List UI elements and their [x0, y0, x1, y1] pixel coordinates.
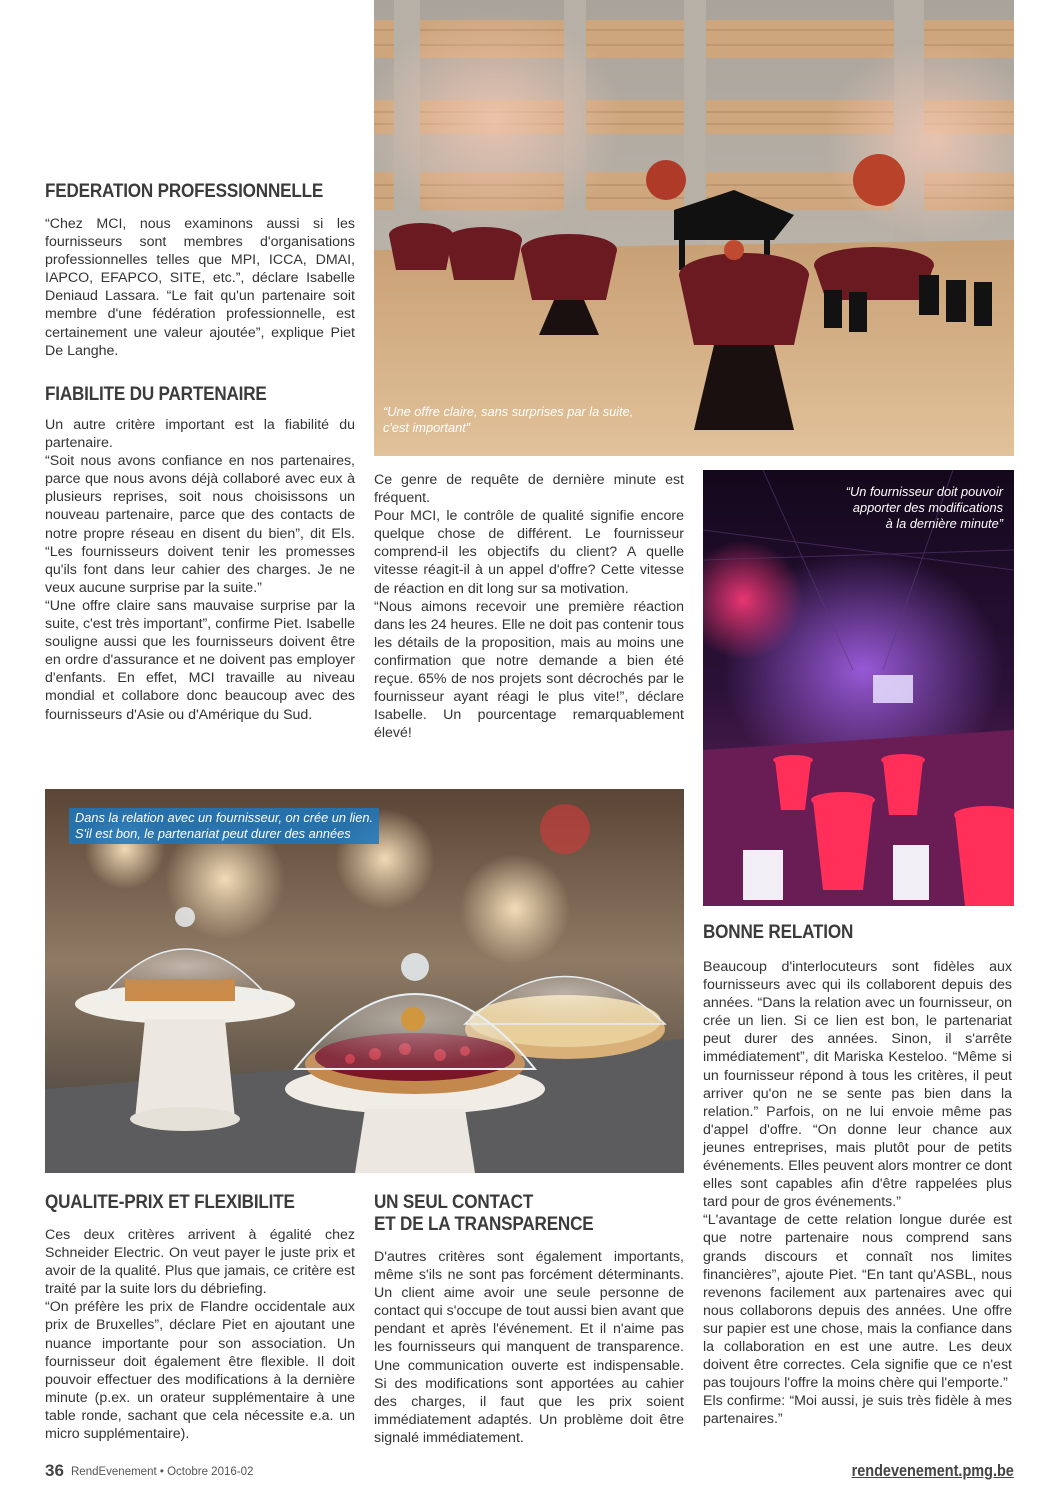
fiabilite-paragraph-3: “Une offre claire sans mauvaise surprise par la suite, c'est très important”, confirme Piet. Isabelle souligne aussi que les fournisseurs doivent être en ordre d'assurance et ne doivent pas employer d'enfants. En effet, MCI travaille au niveau mondial et collabore donc beaucoup avec des fournisseurs d'Asie ou d'Amérique du Sud. — [45, 597, 355, 723]
heading-federation: FEDERATION PROFESSIONNELLE — [45, 181, 324, 202]
heading-contact — [374, 1192, 618, 1236]
stage-caption — [823, 484, 1003, 532]
heading-fiabilite: FIABILITE DU PARTENAIRE — [45, 384, 267, 405]
stage-caption-line3: à la dernière minute” — [885, 516, 1003, 531]
footer — [45, 1459, 1014, 1485]
relation-body — [703, 958, 1012, 1428]
middle-paragraph-3: “Nous aimons recevoir une première réaction dans les 24 heures. Elle ne doit pas contenir tous les détails de la proposition, mais au moins une confirmation que notre demande a bien été reçue. 65% de nos projets sont décrochés par le fournisseur ayant réagi le plus vite!”, déclare Isabelle. Un pourcentage remarquablement élevé! — [374, 598, 684, 742]
publication-info: RendEvenement • Octobre 2016-02 — [71, 1466, 254, 1478]
website-link[interactable]: rendevenement.pmg.be — [851, 1461, 1014, 1480]
hall-photo — [374, 0, 1014, 456]
cakes-photo — [45, 789, 684, 1173]
relation-paragraph-1: Beaucoup d'interlocuteurs sont fidèles aux fournisseurs avec qui ils collaborent depuis des années. “Dans la relation avec un fournisseur, on crée un lien. Si ce lien est bon, le partenariat peut durer des années. Sinon, il s'arrête immédiatement”, dit Mariska Kesteloo. “Même si un fournisseur répond à tous les critères, il peut arriver qu'on ne se sente pas bien dans la relation.” Parfois, on ne lui envoie même pas d'appel d'offre. “On donne leur chance aux jeunes entreprises, mais plutôt pour de petits événements. Elles peuvent alors montrer ce dont elles sont capables afin d'être rappelées plus tard pour de gros événements.” — [703, 959, 1012, 1211]
cakes-caption — [69, 808, 379, 844]
heading-qualite: QUALITE-PRIX ET FLEXIBILITE — [45, 1192, 295, 1213]
middle-paragraph-2: Pour MCI, le contrôle de qualité signifie encore quelque chose de différent. Le fournisseur comprend-il les objectifs du client? A quelle vitesse réagit-il à un appel d'offre? Cette vitesse de réaction en dit long sur sa motivation. — [374, 508, 684, 597]
page-number: 36 — [45, 1461, 64, 1480]
relation-paragraph-2: “L'avantage de cette relation longue durée est que notre partenaire nous comprend sans grands discours et connaît nos limites financières”, ajoute Piet. “En tant qu'ASBL, nous revenons facilement aux partenaires avec qui nous collaborons depuis des années. Une offre sur papier est une chose, mais la confiance dans la collaboration en est une autre. Les deux doivent être correctes. Cela signifie que ce n'est pas toujours l'offre la moins chère qui l'emporte.” — [703, 1212, 1012, 1392]
hall-caption — [383, 404, 683, 436]
contact-paragraph: D'autres critères sont également importants, même s'ils ne sont pas forcément déterminants. Un client aime avoir une seule personne de contact qui s'occupe de tout aussi bien avant que pendant et après l'événement. Et il n'aime pas les fournisseurs qui manquent de transparence. Une communication ouverte est indispensable. Si des modifications sont apportées au cahier des charges, il faut que les prix soient immédiatement adaptés. Un problème doit être signalé immédiatement. — [374, 1249, 684, 1446]
hall-caption-line1: “Une offre claire, sans surprises par la suite, — [383, 404, 634, 419]
stage-photo — [703, 470, 1014, 906]
heading-relation: BONNE RELATION — [703, 922, 854, 943]
middle-paragraph-1: Ce genre de requête de dernière minute est fréquent. — [374, 472, 684, 507]
fiabilite-paragraph-1: Un autre critère important est la fiabilité du partenaire. — [45, 417, 355, 452]
fiabilite-paragraph-2: “Soit nous avons confiance en nos partenaires, parce que nous avons déjà collaboré avec eux à plusieurs reprises, soit nous choisissons un nouveau partenaire, parce que des contacts de notre propre réseau en disent du bien”, dit Els. “Les fournisseurs doivent tenir les promesses qu'ils font dans leur cahier des charges. Je ne veux aucune surprise par la suite.” — [45, 453, 355, 596]
qualite-body — [45, 1226, 355, 1443]
heading-contact-line1: UN SEUL CONTACT — [374, 1192, 534, 1213]
cakes-caption-line2: S'il est bon, le partenariat peut durer des années — [75, 826, 351, 841]
federation-body — [45, 215, 355, 360]
qualite-paragraph-1: Ces deux critères arrivent à égalité chez Schneider Electric. On veut payer le juste prix et avoir de la qualité. Plus que jamais, ce critère est traité par la suite lors du débriefing. — [45, 1227, 355, 1298]
cakes-caption-line1: Dans la relation avec un fournisseur, on crée un lien. — [75, 810, 374, 825]
heading-contact-line2: ET DE LA TRANSPARENCE — [374, 1214, 594, 1235]
qualite-paragraph-2: “On préfère les prix de Flandre occidentale aux prix de Bruxelles”, déclare Piet en ajoutant une nuance importante pour son association. Un fournisseur doit également être flexible. Il doit pouvoir effectuer des modifications à la dernière minute (p.ex. un orateur supplémentaire à une table ronde, sachant que cela nécessite e.a. un micro supplémentaire). — [45, 1299, 355, 1443]
stage-caption-line2: apporter des modifications — [852, 500, 1003, 515]
contact-body — [374, 1248, 684, 1447]
stage-caption-line1: “Un fournisseur doit pouvoir — [845, 484, 1003, 499]
federation-paragraph: “Chez MCI, nous examinons aussi si les fournisseurs sont membres d'organisations professionnelles telles que MPI, ICCA, DMAI, IAPCO, EFAPCO, SITE, etc.”, déclare Isabelle Deniaud Lassara. “Le fait qu'un partenaire soit membre d'une fédération professionnelle, est certainement une valeur ajoutée”, explique Piet De Langhe. — [45, 216, 355, 359]
hall-caption-line2: c'est important” — [383, 420, 471, 435]
fiabilite-body — [45, 416, 355, 724]
middle-column-body — [374, 471, 684, 742]
relation-paragraph-3: Els confirme: “Moi aussi, je suis très fidèle à mes partenaires.” — [703, 1393, 1012, 1428]
